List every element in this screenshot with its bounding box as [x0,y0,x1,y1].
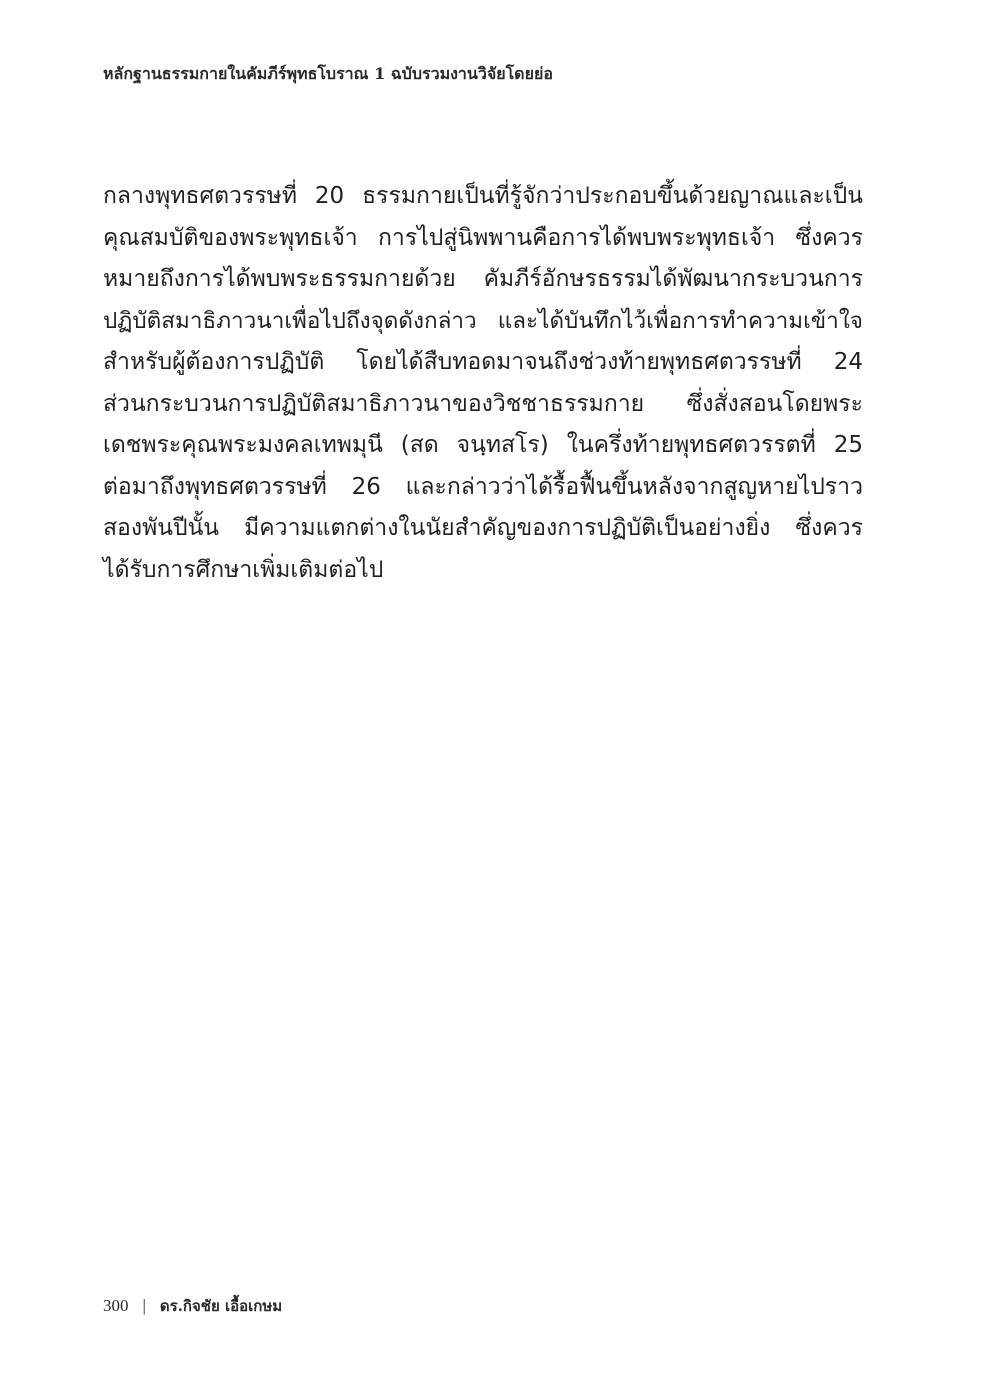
paragraph-line: ได้รับการศึกษาเพิ่มเติมต่อไป [103,556,384,583]
footer-separator: | [142,1296,146,1315]
paragraph-line: ส่วนกระบวนการปฏิบัติสมาธิภาวนาของวิชชาธรรมกาย ซึ่งสั่งสอนโดยพระ [103,390,863,417]
running-header: หลักฐานธรรมกายในคัมภีร์พุทธโบราณ 1 ฉบับรวมงานวิจัยโดยย่อ [103,64,553,83]
paragraph-line: หมายถึงการได้พบพระธรรมกายด้วย คัมภีร์อักษรธรรมได้พัฒนากระบวนการ [103,266,863,292]
paragraph-line: สำหรับผู้ต้องการปฏิบัติ โดยได้สืบทอดมาจนถึงช่วงท้ายพุทธศตวรรษที่ 24 [103,349,863,375]
paragraph-line: เดชพระคุณพระมงคลเทพมุนี (สด จนฺทสโร) ในครึ่งท้ายพุทธศตวรรตที่ 25 [103,432,863,458]
paragraph-line: ปฏิบัติสมาธิภาวนาเพื่อไปถึงจุดดังกล่าว และได้บันทึกไว้เพื่อการทำความเข้าใจ [103,307,863,334]
footer-author: ดร.กิจชัย เอื้อเกษม [159,1297,283,1315]
body-paragraph [103,176,863,591]
paragraph-line: ต่อมาถึงพุทธศตวรรษที่ 26 และกล่าวว่าได้รื้อฟื้นขึ้นหลังจากสูญหายไปราว [103,473,863,500]
paragraph-line: สองพันปีนั้น มีความแตกต่างในนัยสำคัญของการปฏิบัติเป็นอย่างยิ่ง ซึ่งควร [103,515,863,541]
page-number: 300 [103,1296,129,1315]
page-footer [103,1294,282,1318]
paragraph-line: กลางพุทธศตวรรษที่ 20 ธรรมกายเป็นที่รู้จักว่าประกอบขึ้นด้วยญาณและเป็น [103,183,863,209]
paragraph-line: คุณสมบัติของพระพุทธเจ้า การไปสู่นิพพานคือการได้พบพระพุทธเจ้า ซึ่งควร [103,224,863,251]
